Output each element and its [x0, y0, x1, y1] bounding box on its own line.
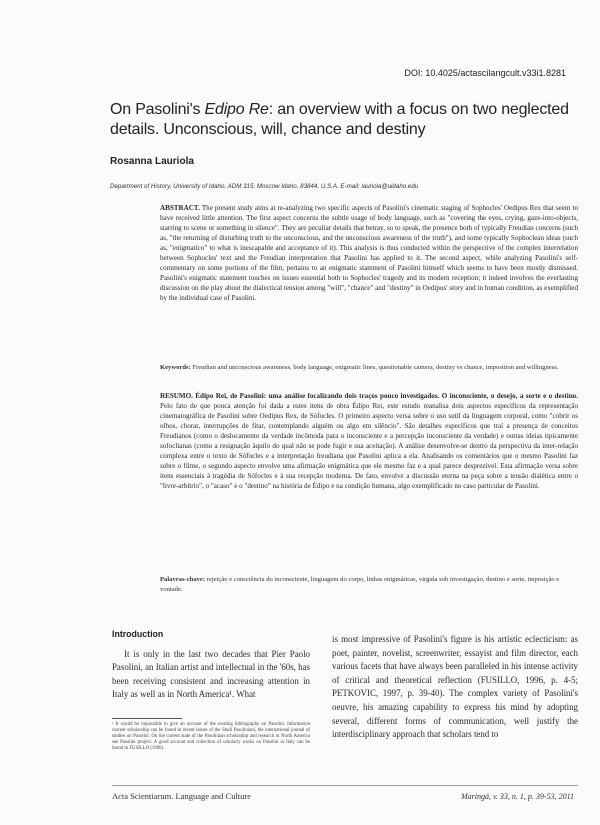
keywords-text: Freudian and unconscious awareness, body language, enigmatic lines, questionable camera, destiny vs chance, imposition and willingness. — [192, 364, 559, 371]
footnote: ¹ It would be impossible to give an account of the existing bibliography on Pasolini. Information current scholarship can be found in recent issues of the Studi Pasoliniani, the international journal of studies on Pasolini. On the current state of the Pasolinian scholarship and research in North America see Pasolini project. A good account and collection of scholarly works on Pasolini in Italy can be found in FUSILLO (1996). — [112, 722, 310, 751]
resumo-text: Pelo fato de que pouca atenção foi dada a estes itens de obra Édipo Rei, este estudo reanalisa dois aspectos específicos da representação cinematográfica de Pasolini sobre Oedipus Rex, de Sófocles. O primeiro aspecto versa sobre o uso sutil da linguagem corporal, como "cobrir os olhos, chorar, interrupções de fitar, contemplando alguém ou algo em silêncio". São detalhes específicos que traí a presença de conceitos Freudianos (como o deslocamento da verdade incômoda para o inconsciente e a percepção inconsciente da verdade) e outras ideias tipicamente sofoclianas (como a resignação àquilo do qual não se pode fugir e sua aceitação). A análise desenvolve-se dentro da perspectiva da inter-relação complexa entre o texto de Sófocles e a interpretação freudiana que Pasolini aplica a ela. Analisando os comentários que o mesmo Pasolini faz sobre o filme, o segundo aspecto envolve uma afirmação enigmática que ele mesmo faz e a qual parece desprezível. Esta afirmação versa sobre itens essenciais à tragédia de Sófocles e à sua recepção moderna. De fato, envolve a discussão eterna na peça sobre a tensão dialética entre o "livre-arbítrio", o "acaso" e o "destino" na história de Édipo e na condição humana, algo exemplificado no caso particular de Pasolini. — [160, 401, 578, 490]
title-italic: Edipo Re — [204, 101, 269, 118]
abstract-label: ABSTRACT. — [160, 204, 200, 212]
palavras-text: rejeição e consciência do inconsciente, linguagem do corpo, linhas enigmáticas, virgula sob investigação, destino e sorte, imposição e vontade. — [160, 576, 560, 593]
abstract — [160, 204, 578, 304]
intro-left-column: It is only in the last two decades that Pier Paolo Pasolini, an Italian artist and intellectual in the '60s, has been receiving consistent and increasing attention in Italy as well as in North America¹. What — [112, 649, 310, 700]
palavras-chave — [160, 575, 578, 594]
intro-heading: Introduction — [112, 629, 164, 639]
doi[interactable]: DOI: 10.4025/actascilangcult.v33i1.8281 — [404, 68, 566, 78]
resumo-lead: RESUMO. Édipo Rei, de Pasolini: uma análise focalizando dois traços pouco investigados. O inconsciente, o desejo, a sorte e o destino. — [160, 392, 578, 400]
article-title — [110, 100, 580, 140]
journal-name: Acta Scientiarum. Language and Culture — [112, 791, 252, 801]
footnote-divider — [112, 718, 182, 719]
footer-divider — [112, 785, 578, 786]
citation-info: Maringá, v. 33, n. 1, p. 39-53, 2011 — [460, 792, 574, 801]
intro-right-column: is most impressive of Pasolini's figure is his artistic eclecticism: as poet, painter, novelist, screenwriter, essayist and film director, each various facets that have always been paralleled in his intense activity of critical and theoretical reflection (FUSILLO, 1996, p. 4-5; PETKOVIC, 1997, p. 39-40). The complex variety of Pasolini's oeuvre, his amazing capability to express his mind by adopting several, different forms of communication, well justify the interdisciplinary approach that scholars tend to — [332, 634, 578, 740]
keywords-label: Keywords: — [160, 364, 191, 371]
title-part2: : an overview with a focus on two neglected details. Unconscious, will, chance and destiny — [110, 101, 569, 138]
keywords — [160, 363, 578, 373]
title-part1: On Pasolini's — [110, 101, 205, 118]
affiliation: Department of History, University of Idaho, ADM 315, Moscow Idaho, 83844, U.S.A. E-mail: lauriola@uidaho.edu — [110, 183, 419, 190]
resumo — [160, 392, 578, 492]
palavras-label: Palavras-chave: — [160, 576, 206, 583]
abstract-text: The present study aims at re-analyzing two specific aspects of Pasolini's cinematic staging of Sophocles' Oedipus Rex that seem to have received little attention. The first aspect concerns the subtle usage of body language, such as "covering the eyes, crying, gaze-into-objects, starring to scene or something in silence". They are peculiar details that betray, so to speak, the presence both of typically Freudian concerns (such as, "the returning of disturbing truth to the unconscious, and the unconscious awareness of the truth"), and some typically Sophoclean ideas (such as, "enigmatico" to what is inescapable and acceptance of it). This analysis is thus conducted within the perspective of the complex interrelation between Sophocles' text and the Freudian interpretation that Pasolini has applied to it. The second aspect, while analyzing Pasolini's self-commentary on some portions of the film, pertains to an enigmatic statement of Pasolini himself which seems to have been mostly dismissed. Pasolini's enigmatic statement touches on issues essential both to Sophocles' tragedy and its modern reception; it indeed involves the everlasting discussion on the play about the dialectical tension among "will", "chance" and "destiny" in Oedipus' story and in human condition, as exemplified by the individual case of Pasolini. — [160, 204, 578, 302]
author: Rosanna Lauriola — [110, 156, 194, 167]
